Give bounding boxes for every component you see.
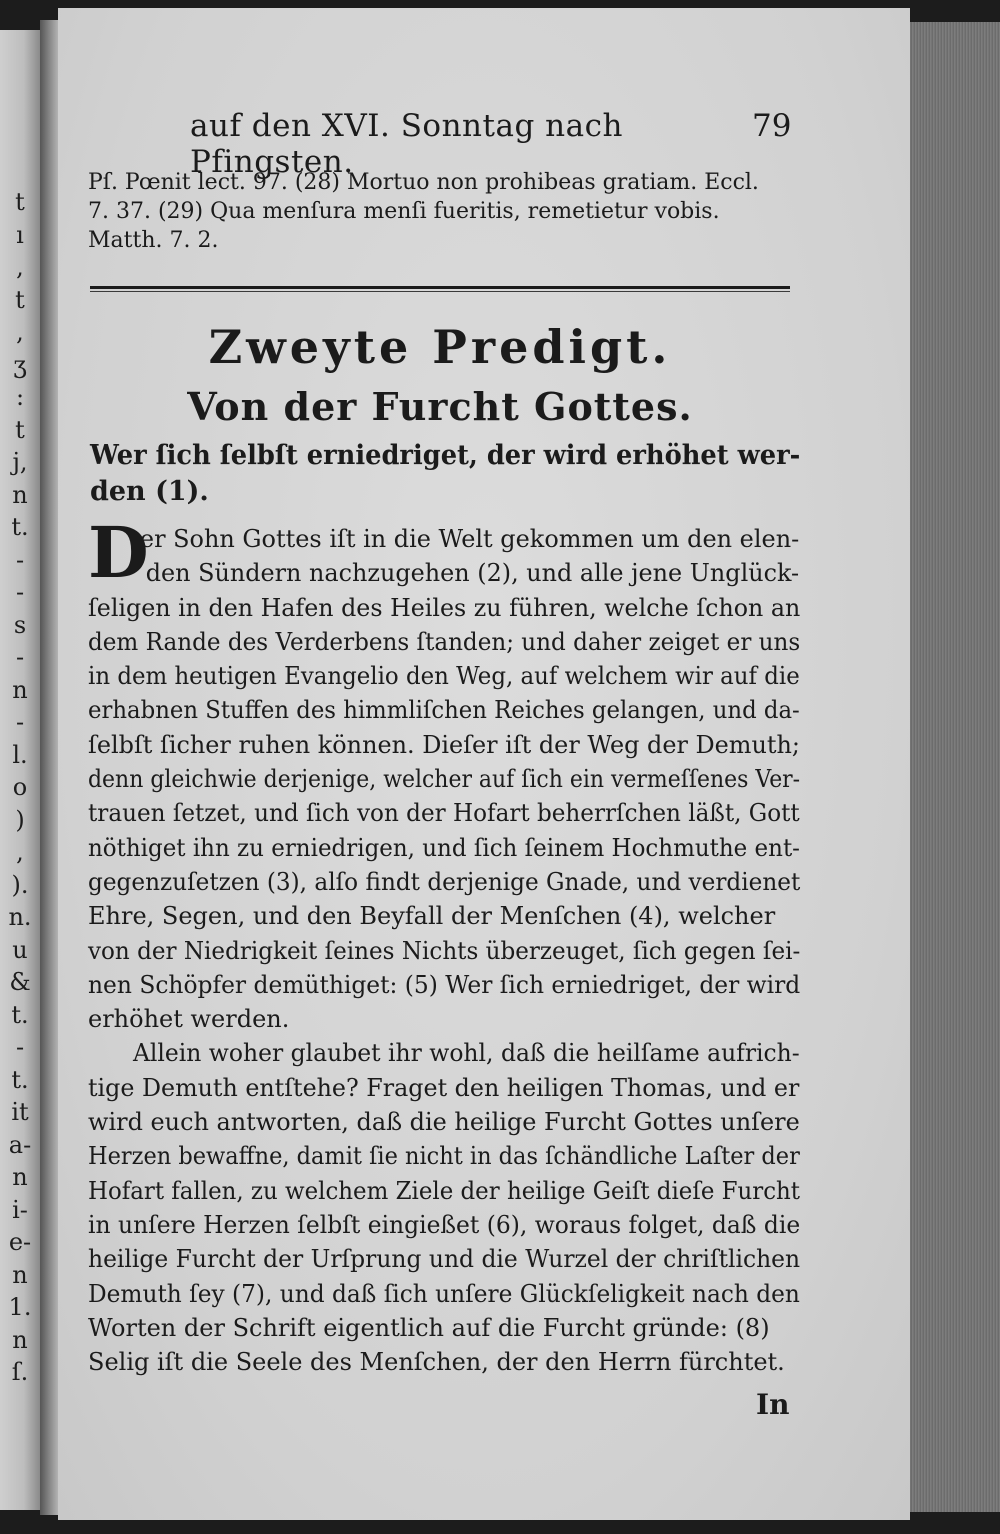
facing-page-fragment: t — [15, 188, 25, 216]
body-line: trauen ſetzet, und ſich von der Hofart beherrſchen läßt, Gott — [88, 799, 800, 828]
section-rule-thin — [90, 291, 790, 292]
body-line: dem Rande des Verderbens ſtanden; und daher zeiget er uns — [88, 627, 801, 656]
facing-page-fragment: - — [15, 708, 25, 736]
facing-page-fragment: - — [15, 643, 25, 671]
body-line: Allein woher glaubet ihr wohl, daß die heilſame aufrich- — [132, 1039, 800, 1068]
body-line: tige Demuth entſtehe? Fraget den heiligen Thomas, und er — [88, 1073, 800, 1102]
facing-page-fragment: t — [15, 415, 25, 444]
section-rule — [90, 286, 790, 289]
facing-page-fragment: t. — [11, 513, 29, 541]
facing-page-fragment: a- — [8, 1130, 32, 1159]
motto-line: Wer ſich ſelbſt erniedriget, der wird erhöhet wer- — [90, 440, 801, 471]
facing-page-fragment: ). — [11, 870, 29, 899]
body-line: ſeligen in den Hafen des Heiles zu führen, welche ſchon an — [88, 593, 801, 622]
footnote-line: 7. 37. (29) Qua menſura menſi fueritis, remetietur vobis. — [88, 199, 720, 224]
body-line: Hofart fallen, zu welchem Ziele der heilige Geiſt dieſe Furcht — [88, 1176, 800, 1205]
running-head: auf den XVI. Sonntag nach Pfingsten. — [190, 108, 623, 180]
body-line: wird euch antworten, daß die heilige Furcht Gottes unſere — [88, 1108, 800, 1137]
body-line: erhabnen Stuffen des himmliſchen Reiches gelangen, und da- — [88, 696, 800, 725]
facing-page-fragment: n — [12, 1260, 28, 1289]
facing-page-fragment: 1. — [8, 1293, 32, 1321]
body-line: er Sohn Gottes iſt in die Welt gekommen um den elen- — [139, 525, 800, 553]
facing-page-fragment: - — [15, 578, 25, 606]
facing-page-fragment: - — [15, 545, 25, 574]
body-line: von der Niedrigkeit ſeines Nichts überzeuget, ſich gegen ſei- — [88, 936, 801, 965]
facing-page-fragment: it — [11, 1098, 29, 1126]
body-text — [88, 522, 800, 1379]
facing-page-fragment: e- — [8, 1228, 32, 1256]
facing-page-fragment: & — [9, 968, 31, 996]
sermon-title: Zweyte Predigt. — [208, 320, 672, 374]
catchword: In — [756, 1388, 790, 1421]
body-line: Demuth ſey (7), und daß ſich unſere Glückſeligkeit nach den — [88, 1279, 800, 1308]
body-line: ſelbſt ſicher ruhen können. Dieſer iſt der Weg der Demuth; — [88, 730, 800, 759]
sermon-subtitle: Von der Furcht Gottes. — [187, 384, 693, 429]
body-line: Herzen bewaffne, damit ſie nicht in das ſchändliche Laſter der — [88, 1142, 800, 1171]
facing-page-fragment: , — [16, 253, 24, 281]
facing-page-fragment: j, — [12, 448, 28, 476]
facing-page-fragment: ) — [15, 805, 25, 834]
facing-page-fragment: ʒ — [13, 350, 27, 379]
facing-page-fragment: : — [15, 383, 25, 411]
facing-page-fragment: , — [16, 318, 24, 346]
facing-page-fragment: s — [13, 610, 27, 639]
facing-page-fragment: t — [15, 285, 25, 314]
facing-page-fragment: t. — [11, 1000, 29, 1029]
body-line: erhöhet werden. — [88, 1005, 290, 1034]
facing-page-fragment: l. — [12, 740, 28, 769]
body-line: Worten der Schrift eigentlich auf die Furcht gründe: (8) — [88, 1313, 770, 1342]
drop-cap: D — [88, 511, 149, 594]
motto-line: den (1). — [90, 476, 209, 507]
facing-page-fragment: n — [12, 1163, 28, 1191]
body-line: nen Schöpfer demüthiget: (5) Wer ſich erniedriget, der wird — [88, 970, 801, 999]
body-line: heilige Furcht der Urſprung und die Wurzel der chriſtlichen — [88, 1245, 801, 1274]
body-line: Selig iſt die Seele des Menſchen, der den Herrn fürchtet. — [88, 1348, 785, 1377]
page-number: 79 — [752, 108, 792, 144]
facing-page-fragment: u — [12, 935, 28, 964]
facing-page-fragment: n — [12, 675, 28, 704]
body-line: denn gleichwie derjenige, welcher auf ſich ein vermeſſenes Ver- — [88, 765, 801, 794]
body-line: in dem heutigen Evangelio den Weg, auf welchem wir auf die — [88, 662, 800, 691]
facing-page-edge — [0, 30, 40, 1510]
facing-page-fragment: n. — [8, 903, 32, 931]
body-line: nöthiget ihn zu erniedrigen, und ſich ſeinem Hochmuthe ent- — [88, 833, 800, 862]
facing-page-fragment: o — [12, 773, 28, 801]
facing-page-fragment: , — [16, 838, 24, 866]
footnotes — [88, 168, 798, 255]
facing-page-fragment: ı — [16, 220, 24, 249]
sermon-motto — [90, 438, 800, 510]
body-line: den Sündern nachzugehen (2), und alle jene Unglück- — [145, 559, 800, 588]
facing-page-fragment: ſ. — [11, 1358, 29, 1386]
facing-page-fragment: t. — [11, 1065, 29, 1094]
facing-page-fragment: i- — [12, 1195, 28, 1224]
footnote-line: Matth. 7. 2. — [88, 228, 219, 253]
body-line: Ehre, Segen, und den Beyfall der Menſchen (4), welcher — [88, 902, 776, 931]
body-line: gegenzuſetzen (3), alſo findt derjenige Gnade, und verdienet — [88, 867, 801, 896]
facing-page-fragment: - — [15, 1033, 25, 1061]
facing-page-fragment: n — [12, 480, 28, 509]
body-line: in unſere Herzen ſelbſt eingießet (6), woraus folget, daß die — [88, 1210, 801, 1239]
footnote-line: Pſ. Pœnit lect. 97. (28) Mortuo non prohibeas gratiam. Eccl. — [88, 170, 759, 195]
page-edges — [906, 22, 1000, 1512]
facing-page-fragment: n — [12, 1325, 28, 1354]
